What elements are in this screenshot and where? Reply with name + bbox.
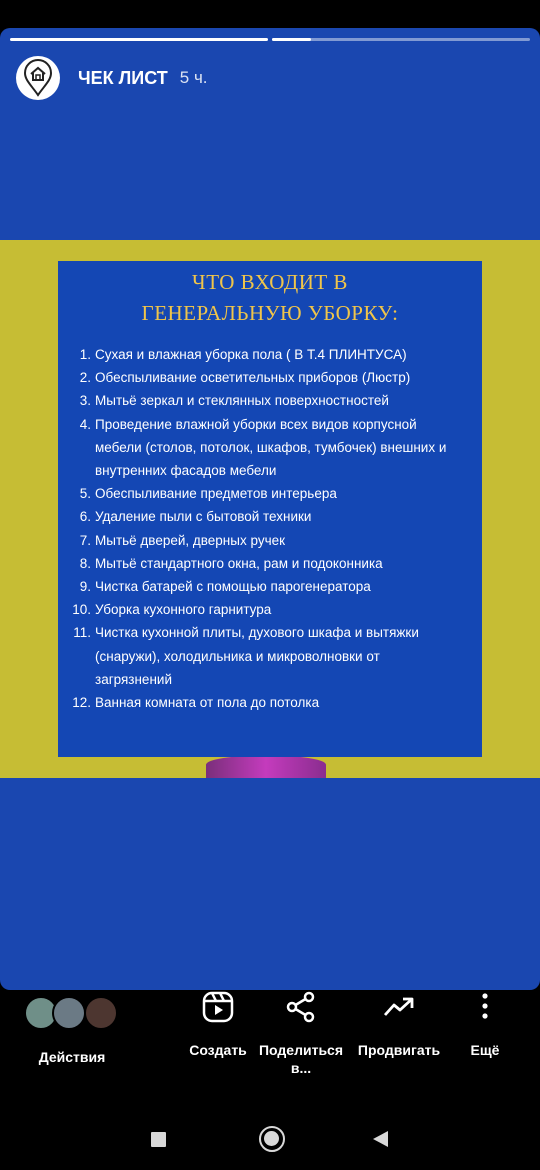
checklist-item bbox=[66, 482, 482, 505]
checklist-item-number: 4. bbox=[79, 416, 91, 432]
checklist-item-text: мебели (столов, потолок, шкафов, тумбочек) внешних и bbox=[95, 439, 447, 455]
recents-button[interactable] bbox=[151, 1132, 166, 1147]
checklist-item-number: 3. bbox=[79, 393, 91, 409]
checklist-item-number bbox=[66, 436, 91, 459]
checklist-title-line2: ГЕНЕРАЛЬНУЮ УБОРКУ: bbox=[141, 301, 399, 325]
checklist-title bbox=[58, 267, 482, 329]
home-button[interactable] bbox=[259, 1126, 285, 1152]
checklist-item bbox=[66, 366, 482, 389]
post-time: 5 ч. bbox=[179, 68, 208, 87]
checklist-item-number: 2. bbox=[79, 370, 91, 386]
checklist-item-number: 8. bbox=[79, 555, 91, 571]
checklist-item bbox=[66, 621, 482, 644]
share-icon[interactable] bbox=[284, 990, 318, 1024]
checklist-item bbox=[66, 598, 482, 621]
checklist-item-text: Проведение влажной уборки всех видов корпусной bbox=[95, 416, 417, 432]
background-figure bbox=[206, 756, 326, 778]
checklist-item-text: Чистка батарей с помощью парогенератора bbox=[95, 579, 371, 595]
checklist-item-number: 10. bbox=[72, 602, 91, 618]
story-viewer[interactable] bbox=[0, 28, 540, 990]
checklist-item bbox=[66, 552, 482, 575]
checklist bbox=[58, 343, 482, 714]
checklist-item bbox=[66, 668, 482, 691]
author-name[interactable]: ЧЕК ЛИСТ bbox=[78, 67, 168, 88]
checklist-item bbox=[66, 645, 482, 668]
share-button[interactable] bbox=[254, 1041, 348, 1077]
checklist-item bbox=[66, 529, 482, 552]
viewer-avatar bbox=[52, 996, 86, 1030]
story-action-bar bbox=[0, 990, 540, 1090]
more-button[interactable]: Ещё bbox=[470, 1042, 500, 1058]
checklist-item bbox=[66, 459, 482, 482]
viewer-avatars[interactable] bbox=[24, 996, 124, 1032]
checklist-panel bbox=[58, 261, 482, 757]
checklist-item bbox=[66, 389, 482, 412]
system-navigation-bar bbox=[0, 1100, 540, 1170]
share-label-line2: в... bbox=[290, 1060, 312, 1076]
checklist-item bbox=[66, 691, 482, 714]
story-progress bbox=[10, 38, 530, 41]
reels-icon[interactable] bbox=[201, 990, 235, 1024]
share-label-line1: Поделиться bbox=[258, 1042, 344, 1058]
checklist-item bbox=[66, 436, 482, 459]
checklist-title-line1: ЧТО ВХОДИТ В bbox=[192, 270, 348, 294]
checklist-item-number bbox=[66, 645, 91, 668]
checklist-item-number: 9. bbox=[79, 579, 91, 595]
promote-button[interactable]: Продвигать bbox=[357, 1042, 441, 1058]
checklist-item-text: Уборка кухонного гарнитура bbox=[95, 602, 272, 618]
checklist-item-text: загрязнений bbox=[95, 671, 172, 687]
checklist-item-number: 1. bbox=[79, 347, 91, 362]
more-vertical-icon[interactable] bbox=[468, 990, 502, 1024]
checklist-item-text: (снаружи), холодильника и микроволновки от bbox=[95, 648, 380, 664]
checklist-item-text: внутренних фасадов мебели bbox=[95, 463, 277, 479]
checklist-item-text: Сухая и влажная уборка пола ( В Т.4 ПЛИНТУСА) bbox=[95, 347, 407, 362]
checklist-item-number: 11. bbox=[73, 625, 91, 641]
checklist-item bbox=[66, 575, 482, 598]
house-pin-icon bbox=[21, 59, 55, 97]
checklist-item-number: 12. bbox=[72, 695, 91, 711]
checklist-item-text: Обеспыливание осветительных приборов (Люстр) bbox=[95, 370, 411, 386]
progress-segment-2 bbox=[272, 38, 530, 41]
viewer-avatar bbox=[84, 996, 118, 1030]
author-avatar[interactable] bbox=[16, 56, 60, 100]
checklist-item-number: 6. bbox=[79, 509, 91, 525]
checklist-item bbox=[66, 343, 482, 366]
progress-fill bbox=[272, 38, 311, 41]
story-image bbox=[0, 240, 540, 778]
checklist-item-text: Чистка кухонной плиты, духового шкафа и вытяжки bbox=[95, 625, 419, 641]
create-button[interactable]: Создать bbox=[189, 1042, 247, 1058]
activity-button[interactable]: Действия bbox=[38, 1049, 106, 1065]
checklist-item-text: Мытьё дверей, дверных ручек bbox=[95, 532, 286, 548]
checklist-item-text: Мытьё стандартного окна, рам и подоконника bbox=[95, 555, 383, 571]
checklist-item-number bbox=[66, 459, 91, 482]
checklist-item-number: 7. bbox=[79, 532, 91, 548]
checklist-item-text: Обеспыливание предметов интерьера bbox=[95, 486, 337, 502]
checklist-item-number: 5. bbox=[79, 486, 91, 502]
checklist-item-text: Удаление пыли с бытовой техники bbox=[95, 509, 312, 525]
checklist-item-number bbox=[66, 668, 91, 691]
trending-up-icon[interactable] bbox=[382, 990, 416, 1024]
checklist-item-text: Ванная комната от пола до потолка bbox=[95, 695, 320, 711]
story-header bbox=[16, 56, 208, 100]
back-button[interactable] bbox=[373, 1131, 388, 1147]
checklist-item bbox=[66, 505, 482, 528]
progress-segment-1 bbox=[10, 38, 268, 41]
checklist-item bbox=[66, 413, 482, 436]
checklist-item-text: Мытьё зеркал и стеклянных поверхностностей bbox=[95, 393, 389, 409]
